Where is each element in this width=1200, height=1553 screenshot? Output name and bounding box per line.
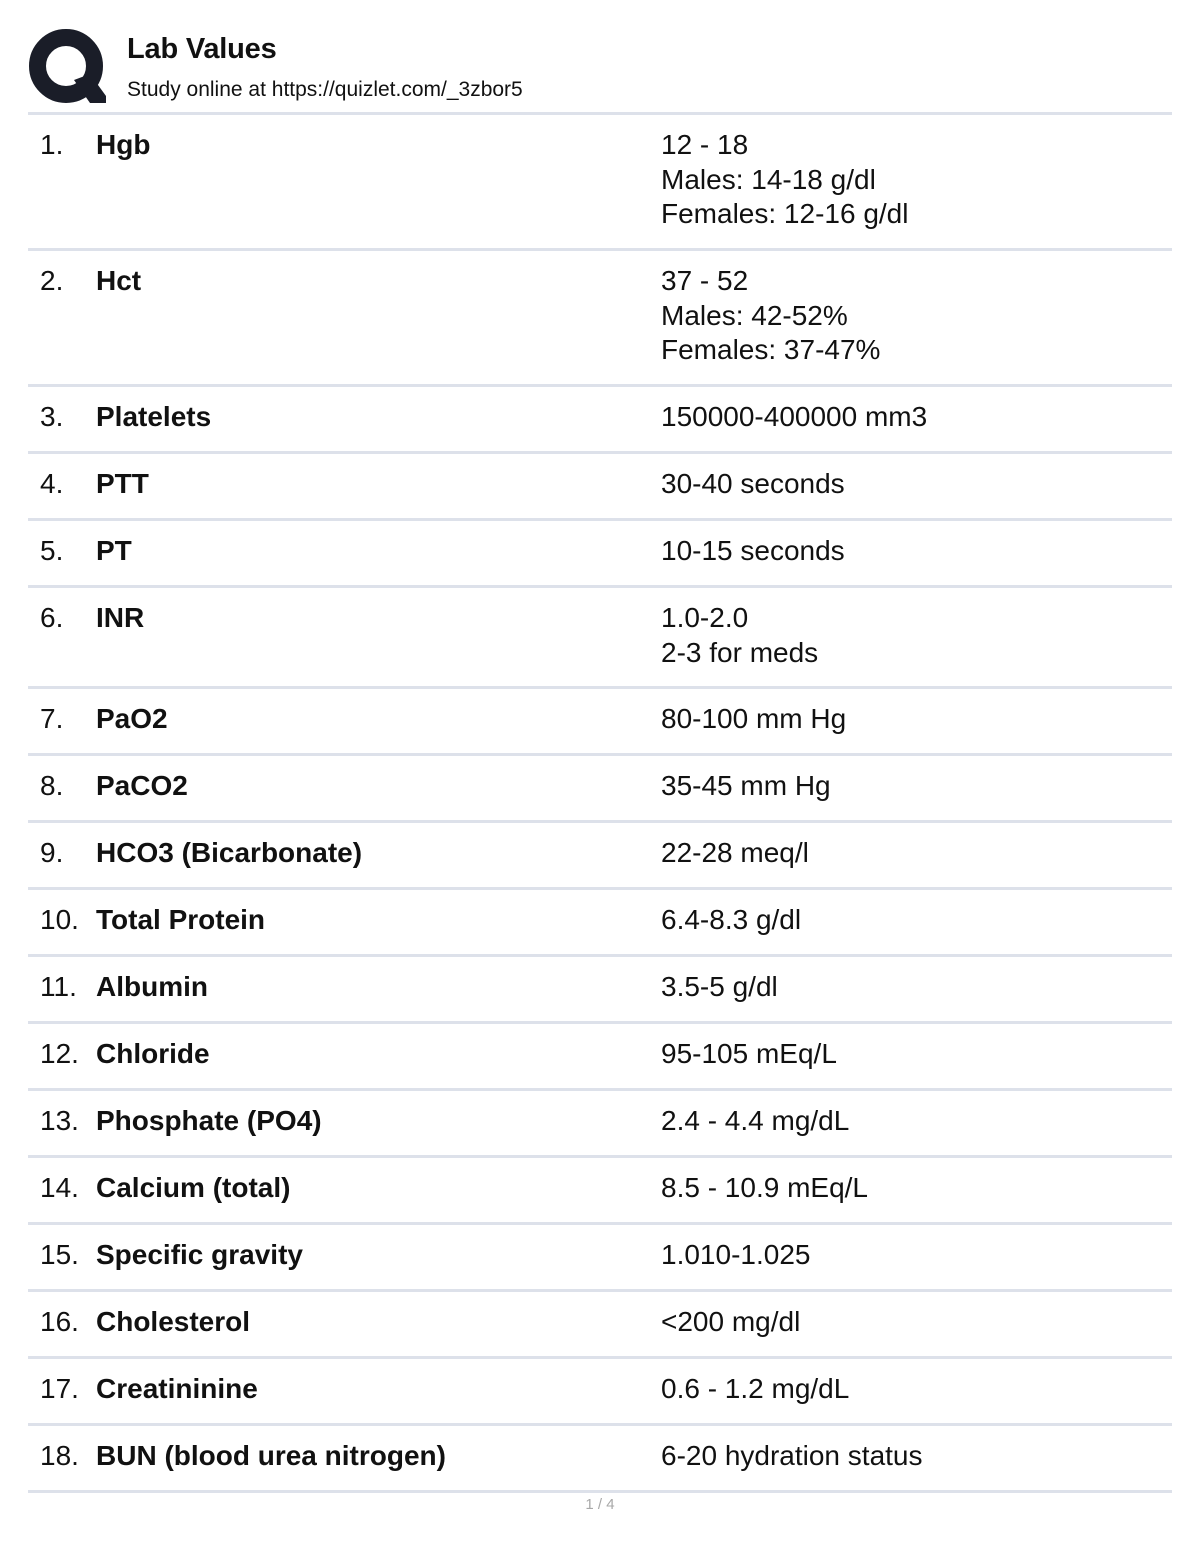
flashcard-row [28,1292,1172,1359]
study-link-text: Study online at https://quizlet.com/_3zbor5 [127,78,523,101]
definition-line: 8.5 - 10.9 mEq/L [661,1172,869,1203]
flashcard-row [28,1091,1172,1158]
card-number: 4. [40,468,64,499]
flashcard-row [28,1359,1172,1426]
card-definition [661,903,801,938]
flashcard-row [28,1225,1172,1292]
definition-line: 22-28 meq/l [661,837,809,868]
card-number: 3. [40,401,64,432]
flashcard-row [28,890,1172,957]
flashcard-row [28,115,1172,251]
flashcard-row [28,756,1172,823]
card-number: 17. [40,1373,79,1404]
card-definition [661,702,846,737]
card-term: PaO2 [96,703,168,734]
flashcard-row [28,823,1172,890]
card-number: 16. [40,1306,79,1337]
card-definition [661,1104,849,1139]
card-term: Phosphate (PO4) [96,1105,322,1136]
card-number: 9. [40,837,64,868]
definition-line: 2.4 - 4.4 mg/dL [661,1105,850,1136]
definition-line: 1.0-2.0 [661,602,749,633]
flashcard-row [28,588,1172,689]
card-number: 10. [40,904,79,935]
quizlet-q-logo-icon [28,28,108,108]
card-definition [661,1037,837,1072]
flashcard-row [28,387,1172,454]
flashcard-row [28,1426,1172,1493]
definition-line: Females: 37-47% [661,334,881,365]
card-number: 5. [40,535,64,566]
card-term: Cholesterol [96,1306,251,1337]
flashcard-row [28,251,1172,387]
card-term: Total Protein [96,904,266,935]
card-number: 1. [40,129,64,160]
document-header [28,28,1172,112]
definition-line: 37 - 52 [661,265,749,296]
definition-line: 95-105 mEq/L [661,1038,837,1069]
definition-line: 2-3 for meds [661,636,819,668]
flashcard-row [28,454,1172,521]
card-number: 8. [40,770,64,801]
definition-line: 30-40 seconds [661,468,845,499]
card-definition [661,128,908,232]
card-definition [661,400,927,435]
definition-line: 3.5-5 g/dl [661,971,778,1002]
card-term: Creatininine [96,1373,258,1404]
definition-line: 6.4-8.3 g/dl [661,904,802,935]
card-definition [661,467,845,502]
card-number: 11. [40,971,77,1002]
card-definition [661,1372,849,1407]
card-number: 7. [40,703,64,734]
definition-line: Males: 42-52% [661,299,848,331]
card-number: 13. [40,1105,79,1136]
card-term: Albumin [96,971,208,1002]
definition-line: Females: 12-16 g/dl [661,198,909,229]
flashcard-row [28,521,1172,588]
flashcard-row [28,957,1172,1024]
card-definition [661,1439,923,1474]
card-definition [661,769,831,804]
card-term: Hgb [96,129,151,160]
card-term: Chloride [96,1038,210,1069]
definition-line: <200 mg/dl [661,1306,801,1337]
card-term: Hct [96,265,142,296]
card-definition [661,836,809,871]
definition-line: 12 - 18 [661,129,749,160]
flashcard-row [28,1024,1172,1091]
card-term: Specific gravity [96,1239,303,1270]
card-term: PTT [96,468,149,499]
definition-line: 6-20 hydration status [661,1440,923,1471]
card-term: Platelets [96,401,212,432]
card-definition [661,1305,800,1340]
definition-line: 80-100 mm Hg [661,703,847,734]
flashcard-list [28,112,1172,1493]
definition-line: 10-15 seconds [661,535,845,566]
definition-line: Males: 14-18 g/dl [661,163,876,195]
card-definition [661,264,880,368]
definition-line: 0.6 - 1.2 mg/dL [661,1373,850,1404]
card-definition [661,601,818,670]
page-indicator: 1 / 4 [585,1496,615,1513]
definition-line: 35-45 mm Hg [661,770,831,801]
card-definition [661,970,778,1005]
card-term: HCO3 (Bicarbonate) [96,837,363,868]
card-number: 2. [40,265,64,296]
card-term: BUN (blood urea nitrogen) [96,1440,446,1471]
card-definition [661,534,845,569]
card-term: Calcium (total) [96,1172,291,1203]
flashcard-row [28,689,1172,756]
card-number: 18. [40,1440,79,1471]
flashcard-row [28,1158,1172,1225]
card-definition [661,1171,868,1206]
page-title: Lab Values [127,33,277,65]
card-number: 15. [40,1239,79,1270]
card-number: 14. [40,1172,79,1203]
card-number: 6. [40,602,64,633]
card-term: PT [96,535,132,566]
definition-line: 1.010-1.025 [661,1239,811,1270]
card-definition [661,1238,810,1273]
card-number: 12. [40,1038,79,1069]
definition-line: 150000-400000 mm3 [661,401,928,432]
card-term: PaCO2 [96,770,188,801]
card-term: INR [96,602,145,633]
